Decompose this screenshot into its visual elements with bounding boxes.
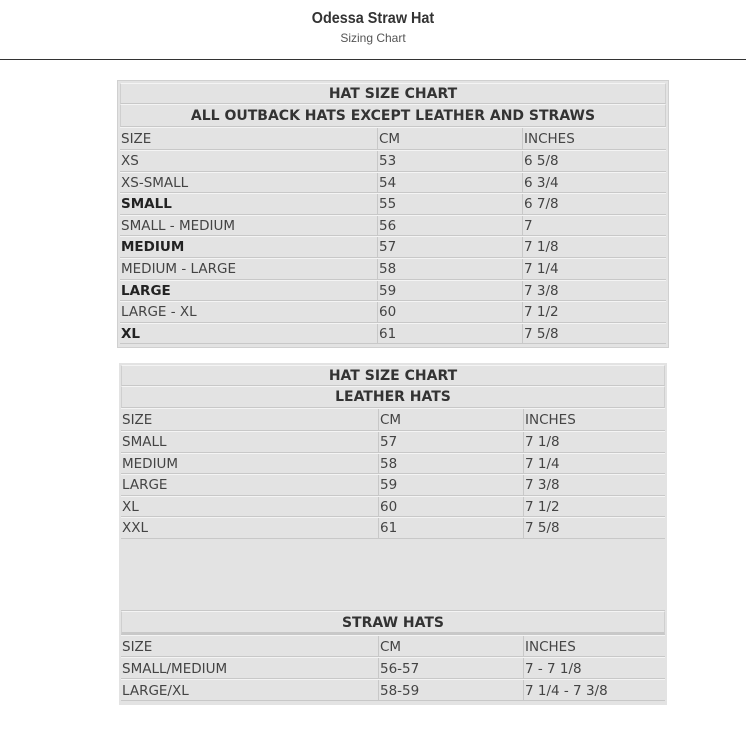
size-cell: XXL <box>121 518 379 538</box>
chart-subheading: ALL OUTBACK HATS EXCEPT LEATHER AND STRAWS <box>120 104 666 127</box>
table-row <box>120 280 666 302</box>
cm-cell: 58 <box>379 454 524 474</box>
product-title: Odessa Straw Hat <box>311 10 435 27</box>
inches-cell: 7 1/8 <box>525 434 560 450</box>
table-row <box>121 517 665 539</box>
size-cell: LARGE <box>120 281 378 301</box>
page-subtitle: Sizing Chart <box>340 31 406 45</box>
inches-cell: 7 5/8 <box>525 520 560 537</box>
inches-cell: 7 1/2 <box>524 304 559 321</box>
inches-cell: 7 1/4 <box>524 261 559 277</box>
cm-cell: 58-59 <box>379 680 524 700</box>
straw-heading: STRAW HATS <box>121 611 665 635</box>
cm-cell: 59 <box>378 281 523 301</box>
table-row <box>121 679 665 701</box>
size-cell: LARGE <box>121 475 379 495</box>
cm-cell: 57 <box>378 237 523 257</box>
size-cell: MEDIUM - LARGE <box>120 259 378 279</box>
inches-cell: 7 1/2 <box>525 498 560 515</box>
column-header-inches: INCHES <box>525 639 576 655</box>
inches-cell: 7 - 7 1/8 <box>525 661 582 677</box>
cm-cell: 56-57 <box>379 658 524 678</box>
column-header-inches: INCHES <box>525 412 576 428</box>
column-header-cm: CM <box>379 636 524 656</box>
size-cell: XL <box>121 497 379 517</box>
cm-cell: 57 <box>379 432 524 452</box>
inches-cell: 7 3/8 <box>524 282 559 299</box>
table-row <box>120 193 666 215</box>
table-spacer <box>121 539 665 611</box>
size-cell: XS-SMALL <box>120 173 378 193</box>
leather-straw-size-chart <box>119 363 667 705</box>
size-cell: SMALL/MEDIUM <box>121 658 379 678</box>
inches-cell: 7 3/8 <box>525 477 560 494</box>
inches-cell: 7 1/8 <box>524 239 559 256</box>
table-row <box>121 657 665 679</box>
size-cell: XS <box>120 151 378 171</box>
inches-cell: 7 1/4 - 7 3/8 <box>525 683 608 699</box>
outback-size-chart <box>117 80 669 348</box>
table-row <box>121 431 665 453</box>
chart-heading: HAT SIZE CHART <box>121 365 665 386</box>
cm-cell: 61 <box>378 324 523 344</box>
column-header-cm: CM <box>379 409 524 430</box>
size-cell: LARGE - XL <box>120 302 378 322</box>
chart-heading: HAT SIZE CHART <box>120 83 666 104</box>
size-cell: SMALL <box>120 194 378 214</box>
inches-cell: 6 5/8 <box>524 153 559 169</box>
cm-cell: 60 <box>379 497 524 517</box>
cm-cell: 61 <box>379 518 524 538</box>
inches-cell: 6 7/8 <box>524 196 559 213</box>
table-row <box>120 172 666 194</box>
inches-cell: 7 <box>524 217 533 234</box>
column-header-size: SIZE <box>121 409 379 430</box>
table-header-row <box>121 635 665 657</box>
table-row <box>120 215 666 237</box>
table-row <box>120 258 666 280</box>
size-cell: LARGE/XL <box>121 680 379 700</box>
cm-cell: 60 <box>378 302 523 322</box>
table-row <box>121 496 665 518</box>
inches-cell: 7 1/4 <box>525 455 560 472</box>
table-row <box>120 301 666 323</box>
cm-cell: 59 <box>379 475 524 495</box>
cm-cell: 53 <box>378 151 523 171</box>
inches-cell: 7 5/8 <box>524 325 559 342</box>
size-cell: SMALL - MEDIUM <box>120 216 378 236</box>
table-row <box>120 150 666 172</box>
page-header <box>0 0 746 60</box>
table-header-row <box>120 127 666 150</box>
table-row <box>120 236 666 258</box>
inches-cell: 6 3/4 <box>524 174 559 191</box>
size-cell: XL <box>120 324 378 344</box>
size-cell: MEDIUM <box>121 454 379 474</box>
column-header-cm: CM <box>378 128 523 149</box>
size-cell: MEDIUM <box>120 237 378 257</box>
cm-cell: 56 <box>378 216 523 236</box>
column-header-inches: INCHES <box>524 131 575 147</box>
column-header-size: SIZE <box>121 636 379 656</box>
cm-cell: 58 <box>378 259 523 279</box>
size-cell: SMALL <box>121 432 379 452</box>
table-row <box>120 323 666 345</box>
table-row <box>121 474 665 496</box>
table-header-row <box>121 408 665 431</box>
cm-cell: 55 <box>378 194 523 214</box>
column-header-size: SIZE <box>120 128 378 149</box>
chart-subheading: LEATHER HATS <box>121 386 665 408</box>
table-row <box>121 453 665 475</box>
cm-cell: 54 <box>378 173 523 193</box>
